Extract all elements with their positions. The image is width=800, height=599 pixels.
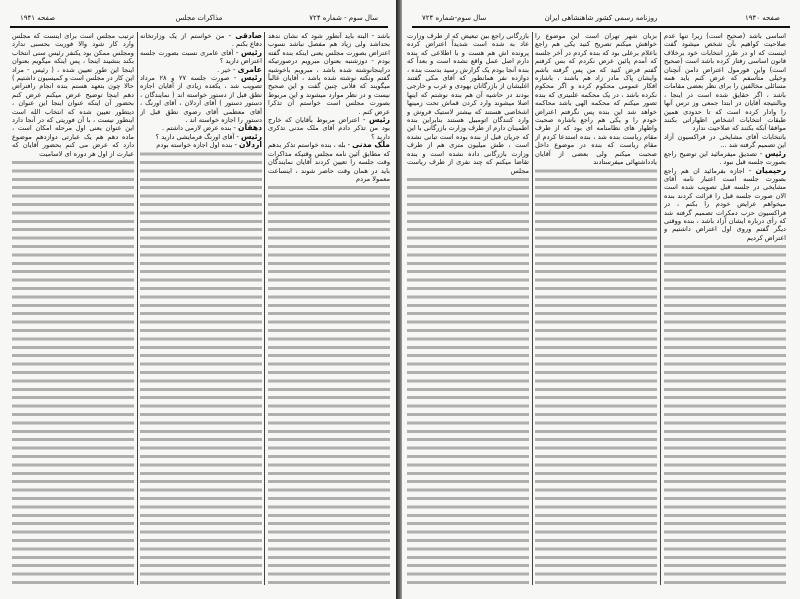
column-text [12,32,134,158]
column-text [140,32,262,150]
paragraph-text: - خیر . [217,65,238,74]
speaker-name: رحیمیان [755,165,786,175]
paragraph [140,141,262,149]
paragraph [268,141,390,183]
column [535,32,657,585]
column [664,32,786,585]
speaker-name: اردلان [238,140,262,150]
paragraph-text: بانتخابات آقای مشایخی در فراکسیون آزاد این تصمیم گرفته شد ... [664,132,786,150]
speaker-name: رئیس [368,115,390,125]
speaker-name: رئیس [764,148,786,158]
page-header [412,14,790,26]
issue-label: سال سوم - شماره ۷۲۴ [309,14,378,22]
section-title: مذاکرات مجلس [175,14,223,22]
paragraph-text: - بنده اول اجازه خواسته بودم [156,141,239,150]
paragraph-text: - آقای اورنگ فرمایشی دارید ؟ [155,132,241,141]
paragraph-text: باشد - البته باید آنطور شود که نشان ندهد بحداشد ولی زیاد هم مفصل نباشد نسوب اعتراض بصورت مجلس یعنی اینکه بنده گفته بودم - دوزشنبه بعنوان مبرویم درصورتیکه دراینجانوشته شده باشد ، مبرویم باخوشیه گفتم ونکته نوشته شده باشد ، آقایان غالباً میگویند که فلانی چنین گفت و این صحیح نیست و در نظر موارد میشوند و این مربوط بصورت مجلس است خواستم آن تذکرا عرض کنم . [268,32,390,116]
paragraph [535,32,657,167]
paragraph-text: - بنده عرض لازمی داشتم . [162,124,239,133]
page-header [10,14,388,26]
paragraph [12,32,134,158]
paragraph [140,49,262,66]
paragraph [268,116,390,141]
paragraph [664,150,786,167]
paragraph [407,32,529,175]
paragraph [664,32,786,133]
paragraph-text: - صورت جلسه ۲۷ و ۲۸ مرداد تصویب شد ، یکعده زیادی از آقایان اجازه نطق قبل از دستور خواسته اند ( نمایندگان ، دستور دستور ) آقای اردلان ، آقای اورنگ ، آقای معظمی آقای رضوی نطق قبل از دستور را اجازه خواسته اند . [140,74,262,125]
paragraph-text: - من خواستم از یک وزارتخانه دفاع بکنم . [140,32,262,49]
newspaper-title: روزنامه رسمی کشور شاهنشاهی ایران [544,14,658,22]
paragraph [268,32,390,116]
paragraph-text: ترتیب مجلس است برای اینست که مجلس وارد کار شود والا فوریت بحسبی ندارد ومجلس ممکن بود یکنفر رئیس سنی انتخاب بکند بنشیند اینجا ، پس اینکه میگویم بعنوان اینجا این طور تعیین شده ، ( رئیس - مراد این کار در مجلس است و کمیسیون داشتیم ) حالا چون بتعهد هستم بنده انجام رافتراض دهم اینجا توضیح عرض میکنم عرض کنم بحضور آن اینکه عنوان اینجا این عنوان ، دیتطور تعیین شده که انتخاب الله است اینطور نیست ، با آن فوریتی که در آنجا دارد این عنوان یعنی اول مرحله امکان است ، ماده دهم هم یک عبارتی دوازدهم موضوع دارد که عرض می کنم بحضور آقایان که عبارت از اول هر دوره ای لاسامیت [12,32,134,158]
speaker-name: ملک مدنی [352,140,390,150]
header-rule [412,26,790,28]
paragraph-text: - اجازه بفرمائید ان هم راجع بصورت جلسه است اعتبار نامه آقای مشایخی در جلسه قبل تصویب شده است الان صورت جلسه قبل را قرائت کردند بنده میخواهم عرایض خودم را بکنم ، در فراکسیون حزب دمکرات تصمیم گرفته شد که رأی درباره ایشان آزاد باشد ، بنده ووقتی دیگر گفتم وروی اول اعتراض داشتیم و اعتراض کردیم [664,166,786,242]
paragraph-text: - بله ، بنده خواستم تذکر بدهم که مطابق آئین نامه مجلس وقتیکه مذاکرات وقت جلسه را تعیین کردند آقایان نمایندگان باید در همان وقت حاضر شوند ، اینساعت معمولا مردم [268,141,390,183]
column-divider [660,32,661,585]
page-number: صفحه ۱۹۴۱ [20,14,56,22]
header-rule [10,26,388,28]
column [407,32,529,585]
paragraph-text: - اعتراض مربوط بآقایان که خارج بود من تذکر دادم آقای ملک مدنی تذکری دارید ؟ [268,116,390,141]
paragraph-text: - تصدیق میفرمائید این توضیح راجع بصورت جلسه قبل نبود . [664,149,786,167]
speaker-name: صادقی [235,32,262,40]
column-divider [137,32,138,585]
issue-label: سال سوم-شماره ۷۲۴ [422,14,487,22]
column-divider [532,32,533,585]
paragraph-text: اساسی باشد (صحیح است) زیرا تنها عدم صلاحیت کواهیم بآن شخص میشود گفت اینست که او در طرز انتخابات خود برخلاف قانون اساسی رفتار کرده باشد است (صحیح است) واین فورمول اعتراض دامن آنچنان وخیلی متأسفم که عرض کنم باید همه مسائلی مخالفین را برای نظر بعضی مقامات باشد ، اگر حقایق شده است در اینجا ، وبالنتیجه آقایان در ابتدا جمعی وز ترس آنها را وادار کرده است که تا حدودی همین طبقات انتخابات اشخاص اظهاراتی بکنند موافقا آنکه بکنند که صلاحیت ندارد [664,32,786,133]
speaker-name: رئیس [240,131,262,141]
paragraph-text: بازرگانی راجع بین تبعیض که از طرف وزارت عاد به شده است شدیداً اعتراض کرده پرونده اش هم هست و با اطلاعی که بنده دارم اصل عمل واقع نشده است و بعداً که بنده آنجا بودم یک گزارش رسید بدست بنده ، دوازده نفر همانطور که آقای مکی گفتند اغلبشان از بازرگانان یهودی و عرب و خارجی بودند در حاشیه آن هم بنده نوشتم که اینها اصلا میشوند وارد کردن قماش تحت زمینها اشخاصی هستند که بیشتر لاستیک فروش و وارد کنندگان اتومبیل هستند بنابراین بنده اطمینان دارم از طرف وزارت بازرگانی با این که جریان قبل از بنده بوده است تبانی نشده است ، طش میلیون متری هم از طرف وزارت بازرگانی داده نشده است و بنده تقاضا میکنم که چند نفری از طرف ریاست مجلس [407,32,529,175]
page-number: صفحه ۱۹۴۰ [744,14,780,22]
right-page [402,0,800,599]
column [268,32,390,585]
paragraph [664,133,786,150]
paragraph [664,167,786,243]
column-text [268,32,390,183]
speaker-name: رئیس [240,47,262,57]
column [12,32,134,585]
paragraph [140,74,262,124]
column-text [535,32,657,167]
column [140,32,262,585]
left-page [0,0,398,599]
paragraph-text: - آقای عامری نسبت بصورت جلسه اعتراض دارید ؟ [140,48,262,66]
speaker-name: رئیس [240,73,262,83]
column-text [664,32,786,242]
speaker-name: دهقان [238,123,262,133]
paragraph [140,32,262,49]
paragraph-text: بزبان شهر تهران است این موضوع را خواهش میکنم تصریح کنید یکی هم راجع باعلام برعلی بود که بنده کردم در آخر جلسه که آمدم پائین عرض نکردم که بس کرفتم گفتم فرض کنید که من پس گرفته باشم وایشان پاک مادر زاد هم باشند ، باشاره افکار عمومی محکوم کرده و اگر محکوم نکرده باشد ، در یک محکمه علنیتری که بنده تصور میکنم که محکمه الهی باشد محاکمه خواهد شد این بنده پس نگرفتم اعتراض خودم را و یکی هم راجع باشاره صحبت واظهار های نظامنامه ای بود که از طرف مقام ریاست بنده شد ، بنده استدعا کردم از مقام ریاست که بنده در موضوع داخل صحبت میکنم ولی بعضی از آقایان یادداشتهائی میفرستادند [535,32,657,167]
column-text [407,32,529,175]
speaker-name: عامری [237,64,262,74]
column-divider [264,32,265,585]
